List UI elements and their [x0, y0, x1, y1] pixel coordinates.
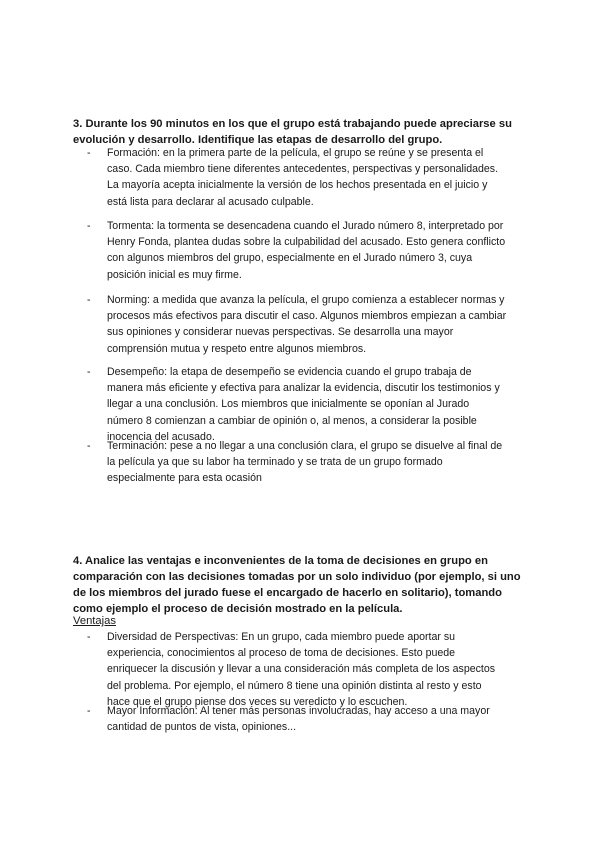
item-line: Desempeño: la etapa de desempeño se evidencia cuando el grupo trabaja de [107, 366, 472, 378]
item-line: manera más eficiente y efectiva para analizar la evidencia, discutir los testimonios y [107, 382, 500, 395]
stage-tormenta-item [87, 218, 527, 283]
advantage-diversidad-item [87, 629, 527, 710]
item-line: hace que el grupo piense dos veces su veredicto y lo escuchen. [107, 695, 408, 708]
item-line: Henry Fonda, plantea dudas sobre la culpabilidad del acusado. Esto genera conflicto [107, 236, 506, 249]
heading-line: 3. Durante los 90 minutos en los que el grupo está trabajando puede apreciarse su [73, 118, 512, 130]
heading-line: como ejemplo el proceso de decisión mostrado en la película. [73, 603, 403, 615]
item-line: Tormenta: la tormenta se desencadena cuando el Jurado número 8, interpretado por [107, 220, 504, 232]
list-marker: - [87, 631, 91, 643]
item-line: especialmente para esta ocasión [107, 472, 262, 485]
heading-line: 4. Analice las ventajas e inconvenientes de la toma de decisiones en grupo en [73, 555, 488, 567]
item-line: procesos más efectivos para discutir el caso. Algunos miembros empiezan a cambiar [107, 310, 507, 323]
list-marker: - [87, 440, 91, 452]
item-line: la película ya que su labor ha terminado y se trata de un grupo formado [107, 456, 443, 469]
stage-desempeno-item [87, 364, 527, 445]
item-line: Mayor Información: Al tener más personas involucradas, hay acceso a una mayor [107, 705, 490, 717]
stage-terminacion-item [87, 438, 527, 487]
ventajas-subheading: Ventajas [73, 615, 116, 627]
item-line: enriquecer la discusión y llevar a una consideración más completa de los aspectos [107, 663, 496, 676]
list-marker: - [87, 294, 91, 306]
list-marker: - [87, 705, 91, 717]
list-marker: - [87, 147, 91, 159]
stage-formacion-item [87, 145, 527, 210]
item-line: está lista para declarar al acusado culpable. [107, 195, 314, 208]
stage-norming-item [87, 292, 527, 357]
heading-line: comparación con las decisiones tomadas por un solo individuo (por ejemplo, si uno [73, 571, 521, 583]
item-line: experiencia, conocimientos al proceso de toma de decisiones. Esto puede [107, 647, 456, 660]
item-line: inocencia del acusado. [107, 430, 215, 443]
item-line: sus opiniones y considerar nuevas perspectivas. Se desarrolla una mayor [107, 326, 454, 339]
heading-line: de los miembros del jurado fuese el encargado de hacerlo en solitario), tomando [73, 587, 502, 599]
item-line: posición inicial es muy firme. [107, 268, 242, 281]
item-line: cantidad de puntos de vista, opiniones... [107, 721, 297, 734]
question-3-heading [73, 116, 533, 148]
item-line: caso. Cada miembro tiene diferentes antecedentes, perspectivas y personalidades. [107, 163, 499, 176]
advantage-informacion-item [87, 703, 527, 735]
list-marker: - [87, 220, 91, 232]
list-marker: - [87, 366, 91, 378]
item-line: con algunos miembros del grupo, especialmente en el Jurado número 3, cuya [107, 252, 473, 265]
item-line: comprensión mutua y respeto entre algunos miembros. [107, 342, 367, 355]
item-line: Terminación: pese a no llegar a una conclusión clara, el grupo se disuelve al final de [107, 440, 503, 452]
heading-line: evolución y desarrollo. Identifique las etapas de desarrollo del grupo. [73, 134, 443, 146]
item-line: número 8 comienzan a cambiar de opinión o, al menos, a considerar la posible [107, 414, 477, 427]
item-line: del problema. Por ejemplo, el número 8 tiene una opinión distinta al resto y esto [107, 679, 482, 692]
item-line: Norming: a medida que avanza la película, el grupo comienza a establecer normas y [107, 294, 505, 306]
item-line: llegar a una conclusión. Los miembros que inicialmente se oponían al Jurado [107, 398, 470, 411]
question-4-heading [73, 553, 533, 617]
item-line: Formación: en la primera parte de la película, el grupo se reúne y se presenta el [107, 147, 484, 159]
item-line: La mayoría acepta inicialmente la versión de los hechos presentada en el juicio y [107, 179, 488, 192]
item-line: Diversidad de Perspectivas: En un grupo, cada miembro puede aportar su [107, 631, 456, 643]
